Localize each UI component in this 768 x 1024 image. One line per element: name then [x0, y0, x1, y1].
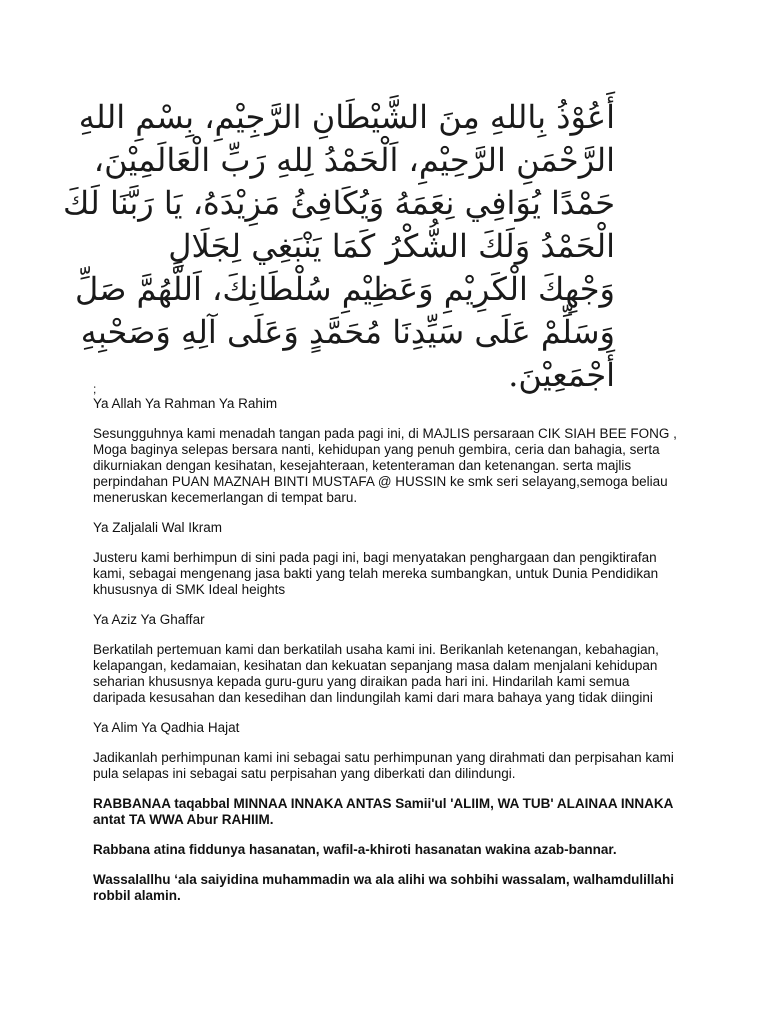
paragraph: Jadikanlah perhimpunan kami ini sebagai satu perhimpunan yang dirahmati dan perpisahan kami pula selapas ini sebagai satu perpisahan yang diberkati dan dilindungi.	[93, 750, 674, 781]
invocation-heading: Ya Alim Ya Qadhia Hajat	[93, 720, 240, 735]
arabic-doa-block	[63, 96, 615, 397]
paragraph: Justeru kami berhimpun di sini pada pagi ini, bagi menyatakan penghargaan dan pengiktirafan kami, sebagai mengenang jasa bakti yang telah mereka sumbangkan, untuk Dunia Pendidikan khususnya di SMK Ideal heights	[93, 550, 659, 597]
stray-mark: ;	[93, 382, 97, 396]
closing-doa-rabbanaa: RABBANAA taqabbal MINNAA INNAKA ANTAS Samii'ul 'ALIIM, WA TUB' ALAINAA INNAKA antat TA WWA Abur RAHIIM.	[93, 796, 673, 827]
invocation-heading: Ya Zaljalali Wal Ikram	[93, 520, 223, 535]
closing-salawat: Wassalallhu ‘ala saiyidina muhammadin wa ala alihi wa sohbihi wassalam, walhamdulillahi robbil alamin.	[93, 872, 674, 903]
arabic-line: وَجْهِكَ الْكَرِيْمِ وَعَظِيْمِ سُلْطَانِكَ، اَللَّهُمَّ صَلِّ	[74, 270, 615, 308]
arabic-line: وَسَلِّمْ عَلَى سَيِّدِنَا مُحَمَّدٍ وَعَلَى آلِهِ وَصَحْبِهِ	[80, 313, 615, 351]
invocation-heading: Ya Allah Ya Rahman Ya Rahim	[93, 396, 278, 411]
invocation-heading: Ya Aziz Ya Ghaffar	[93, 612, 205, 627]
paragraph: Berkatilah pertemuan kami dan berkatilah usaha kami ini. Berikanlah ketenangan, kebahagian, kelapangan, kedamaian, kesihatan dan kekuatan sepanjang masa dalam menjalani kehidupan seharian khususnya kepada guru-guru yang diraikan pada hari ini. Hindarilah kami semua daripada kesusahan dan kesedihan dan lindungilah kami dari mara bahaya yang tidak diingini	[93, 642, 659, 705]
arabic-line: الرَّحْمَنِ الرَّحِيْمِ، اَلْحَمْدُ لِلهِ رَبِّ الْعَالَمِيْنَ،	[93, 141, 615, 179]
arabic-line: الْحَمْدُ وَلَكَ الشُّكْرُ كَمَا يَنْبَغِي لِجَلَالِ	[168, 227, 615, 265]
document-body	[93, 384, 683, 918]
closing-doa-rabbana-atina: Rabbana atina fiddunya hasanatan, wafil-a-khiroti hasanatan wakina azab-bannar.	[93, 842, 617, 857]
paragraph: Sesungguhnya kami menadah tangan pada pagi ini, di MAJLIS persaraan CIK SIAH BEE FONG , Moga baginya selepas bersara nanti, kehidupan yang penuh gembira, ceria dan bahagia, serta dikurniakan dengan kesihatan, kesejahteraan, ketenteraman dan ketenangan. serta majlis perpindahan PUAN MAZNAH BINTI MUSTAFA @ HUSSIN ke smk seri selayang,semoga beliau meneruskan kecemerlangan di tempat baru.	[93, 426, 677, 505]
arabic-line: أَجْمَعِيْنَ.	[508, 356, 615, 394]
arabic-line: حَمْدًا يُوَافِي نِعَمَهُ وَيُكَافِئُ مَزِيْدَهُ، يَا رَبَّنَا لَكَ	[63, 184, 615, 222]
arabic-line: أَعُوْذُ بِاللهِ مِنَ الشَّيْطَانِ الرَّجِيْمِ، بِسْمِ اللهِ	[78, 98, 615, 136]
